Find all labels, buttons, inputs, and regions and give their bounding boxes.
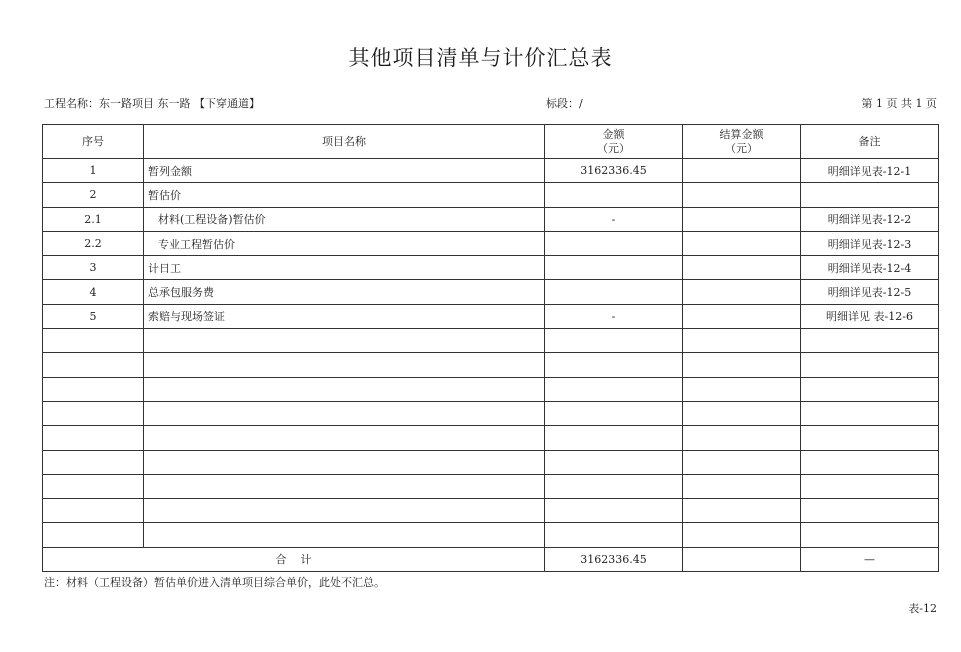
table-row [43,207,939,231]
header-name: 项目名称 [144,125,545,159]
cell-amount [545,231,683,255]
cell-amount [545,183,683,207]
page-indicator: 第 1 页 共 1 页 [861,97,937,110]
table-row [43,304,939,328]
cell-name: 暂列金额 [144,159,545,183]
cell-remark [801,183,939,207]
cell-remark: 明细详见表-12-3 [801,231,939,255]
cell-seq: 2.1 [43,207,144,231]
cell-amount [545,280,683,304]
cell-amount: - [545,304,683,328]
table-row [43,280,939,304]
cell-remark: 明细详见表-12-4 [801,256,939,280]
footnote: 注：材料（工程设备）暂估单价进入清单项目综合单价，此处不汇总。 [44,576,385,589]
header-settlement-unit: （元） [725,141,758,155]
table-row [43,183,939,207]
table-row [43,159,939,183]
cell-settlement [683,183,801,207]
header-seq: 序号 [43,125,144,159]
cell-amount: - [545,207,683,231]
total-label: 合 计 [43,547,545,571]
table-row [43,256,939,280]
cell-name: 索赔与现场签证 [144,304,545,328]
cell-seq: 2 [43,183,144,207]
total-row [43,547,939,571]
header-settlement [683,125,801,159]
empty-row [43,329,939,353]
cell-settlement [683,280,801,304]
cell-name: 专业工程暂估价 [144,231,545,255]
total-remark: — [801,547,939,571]
header-amount [545,125,683,159]
cell-amount [545,256,683,280]
cell-remark: 明细详见表-12-5 [801,280,939,304]
empty-row [43,401,939,425]
header-amount-unit: （元） [597,141,630,155]
empty-row [43,377,939,401]
project-name: 工程名称：东一路项目 东一路 【下穿通道】 [44,97,260,110]
empty-row [43,523,939,547]
cell-name: 材料(工程设备)暂估价 [144,207,545,231]
cell-settlement [683,256,801,280]
empty-row [43,353,939,377]
cell-name: 总承包服务费 [144,280,545,304]
summary-table [42,124,939,572]
cell-settlement [683,231,801,255]
empty-row [43,474,939,498]
total-amount: 3162336.45 [545,547,683,571]
section-label: 标段：/ [546,97,583,110]
cell-name: 暂估价 [144,183,545,207]
table-row [43,231,939,255]
cell-amount: 3162336.45 [545,159,683,183]
cell-settlement [683,304,801,328]
empty-row [43,499,939,523]
total-settlement [683,547,801,571]
cell-name: 计日工 [144,256,545,280]
cell-settlement [683,207,801,231]
cell-seq: 4 [43,280,144,304]
header-settlement-label: 结算金额 [719,127,764,141]
cell-seq: 2.2 [43,231,144,255]
form-number: 表-12 [908,602,937,615]
cell-seq: 3 [43,256,144,280]
cell-settlement [683,159,801,183]
table-header-row [43,125,939,159]
empty-row [43,450,939,474]
cell-seq: 5 [43,304,144,328]
header-remark: 备注 [801,125,939,159]
empty-row [43,426,939,450]
header-amount-label: 金额 [602,127,625,141]
cell-remark: 明细详见表-12-1 [801,159,939,183]
cell-remark: 明细详见 表-12-6 [801,304,939,328]
cell-seq: 1 [43,159,144,183]
cell-remark: 明细详见表-12-2 [801,207,939,231]
page-title: 其他项目清单与计价汇总表 [348,46,613,70]
